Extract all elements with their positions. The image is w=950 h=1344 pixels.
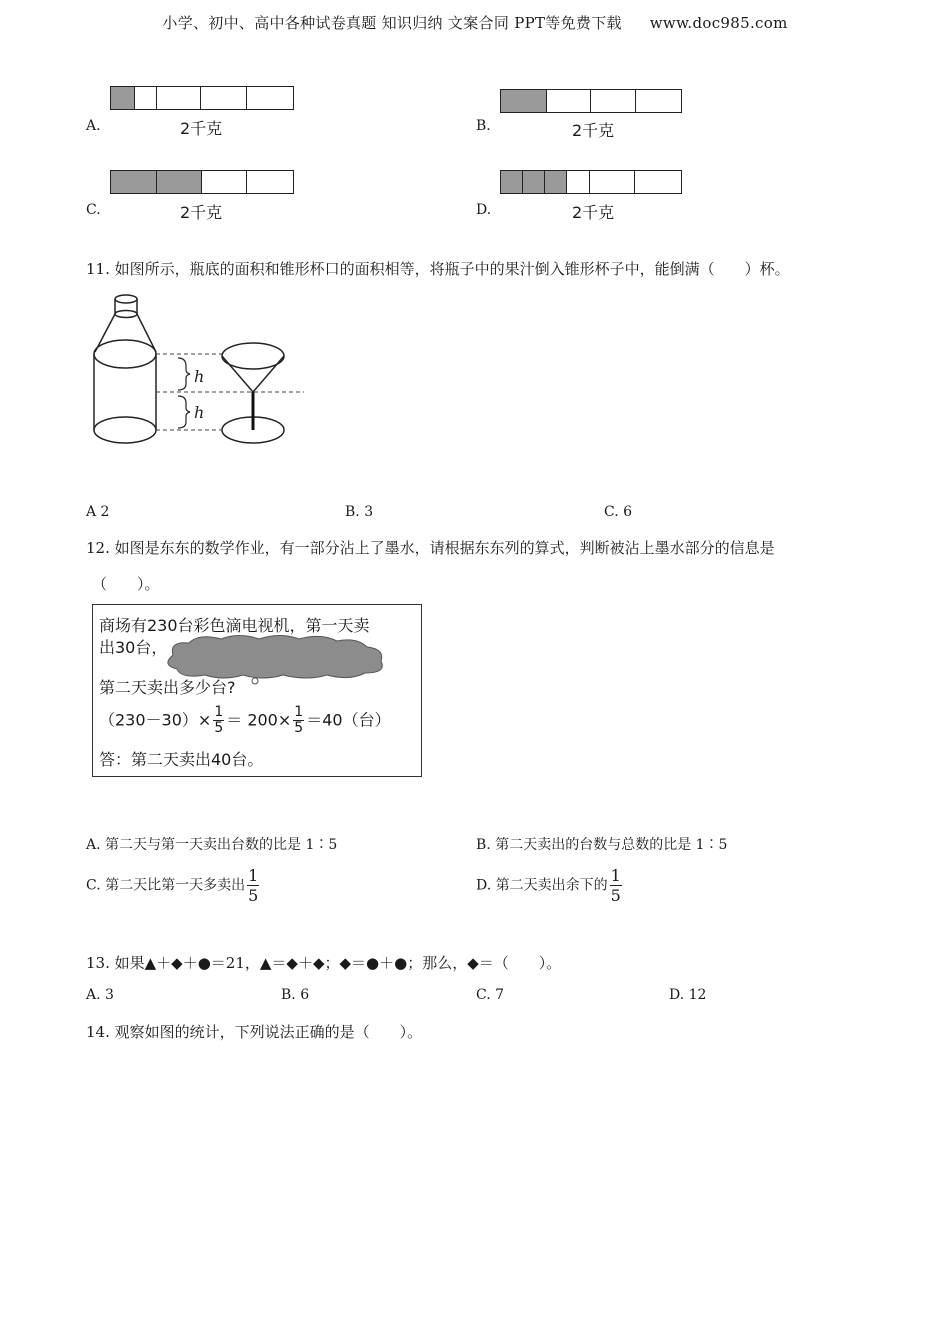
cone-rim-ellipse	[222, 343, 284, 369]
q11-option-a[interactable]: A 2	[86, 504, 110, 520]
q10-option-d-bar[interactable]	[500, 170, 682, 194]
q10-option-d-letter: D.	[476, 202, 492, 218]
h-label-top: h	[194, 367, 205, 386]
q13-option-d[interactable]: D. 12	[669, 987, 707, 1003]
hw-line3: 第二天卖出多少台?	[99, 678, 236, 697]
hw-answer: 答：第二天卖出40台。	[99, 750, 264, 769]
q10-option-a-label: 2千克	[180, 119, 223, 138]
page-header	[0, 12, 950, 33]
q11-text: 11. 如图所示，瓶底的面积和锥形杯口的面积相等，将瓶子中的果汁倒入锥形杯子中，能倒满（ ）杯。	[86, 260, 790, 278]
q12-option-c-fraction: $\frac{1}{5}$	[248, 866, 259, 906]
h-label-bottom: h	[194, 403, 205, 422]
hw-formula	[99, 705, 391, 737]
formula-part-a: （230－30）×	[99, 710, 212, 730]
q12-option-d-fraction: $\frac{1}{5}$	[610, 866, 621, 906]
q13-text: 13. 如果▲＋◆＋●＝21，▲＝◆＋◆；◆＝●＋●；那么，◆＝（ ）。	[86, 954, 562, 972]
q12-text-line2: （ ）。	[92, 575, 160, 593]
q10-option-b-letter: B.	[476, 118, 491, 134]
q12-text-line1: 12. 如图是东东的数学作业，有一部分沾上了墨水，请根据东东列的算式，判断被沾上墨水部分的信息是	[86, 539, 775, 557]
q10-option-a-letter: A.	[86, 118, 101, 134]
formula-part-b: ＝ 200×	[226, 710, 292, 730]
hw-line1: 商场有230台彩色滴电视机，第一天卖	[99, 616, 370, 635]
q10-option-a-bar[interactable]	[110, 86, 294, 110]
q12-option-c-text: C. 第二天比第一天多卖出	[86, 877, 246, 894]
header-text: 小学、初中、高中各种试卷真题 知识归纳 文案合同 PPT等免费下载	[162, 14, 622, 32]
bottle-base-ellipse	[94, 417, 156, 443]
q12-option-d[interactable]	[476, 866, 622, 905]
q11-option-c[interactable]: C. 6	[604, 504, 633, 520]
q12-homework-box	[92, 604, 422, 777]
formula-fraction-1: $\frac{1}{5}$	[214, 704, 224, 737]
q10-option-c-letter: C.	[86, 202, 101, 218]
q10-option-b-bar[interactable]	[500, 89, 682, 113]
q10-option-d-label: 2千克	[572, 203, 615, 222]
header-site-link[interactable]: www.doc985.com	[649, 14, 788, 32]
q11-bottle-cone-figure	[86, 292, 316, 452]
q14-text: 14. 观察如图的统计，下列说法正确的是（ ）。	[86, 1023, 423, 1041]
q13-option-a[interactable]: A. 3	[86, 987, 114, 1003]
bottle-top-ellipse	[94, 340, 156, 368]
hw-line2: 出30台，	[99, 638, 168, 657]
q11-option-b[interactable]: B. 3	[345, 504, 374, 520]
q10-option-c-label: 2千克	[180, 203, 223, 222]
formula-fraction-2: $\frac{1}{5}$	[294, 704, 304, 737]
bottle-cap	[115, 295, 137, 303]
q12-option-c[interactable]	[86, 866, 259, 905]
q12-option-b[interactable]: B. 第二天卖出的台数与总数的比是 1∶5	[476, 837, 728, 853]
formula-part-c: ＝40（台）	[306, 710, 391, 730]
q12-option-a[interactable]: A. 第二天与第一天卖出台数的比是 1∶5	[86, 837, 338, 853]
q12-option-d-text: D. 第二天卖出余下的	[476, 877, 608, 894]
q13-option-b[interactable]: B. 6	[281, 987, 310, 1003]
q10-option-c-bar[interactable]	[110, 170, 294, 194]
q10-option-b-label: 2千克	[572, 121, 615, 140]
q13-option-c[interactable]: C. 7	[476, 987, 505, 1003]
